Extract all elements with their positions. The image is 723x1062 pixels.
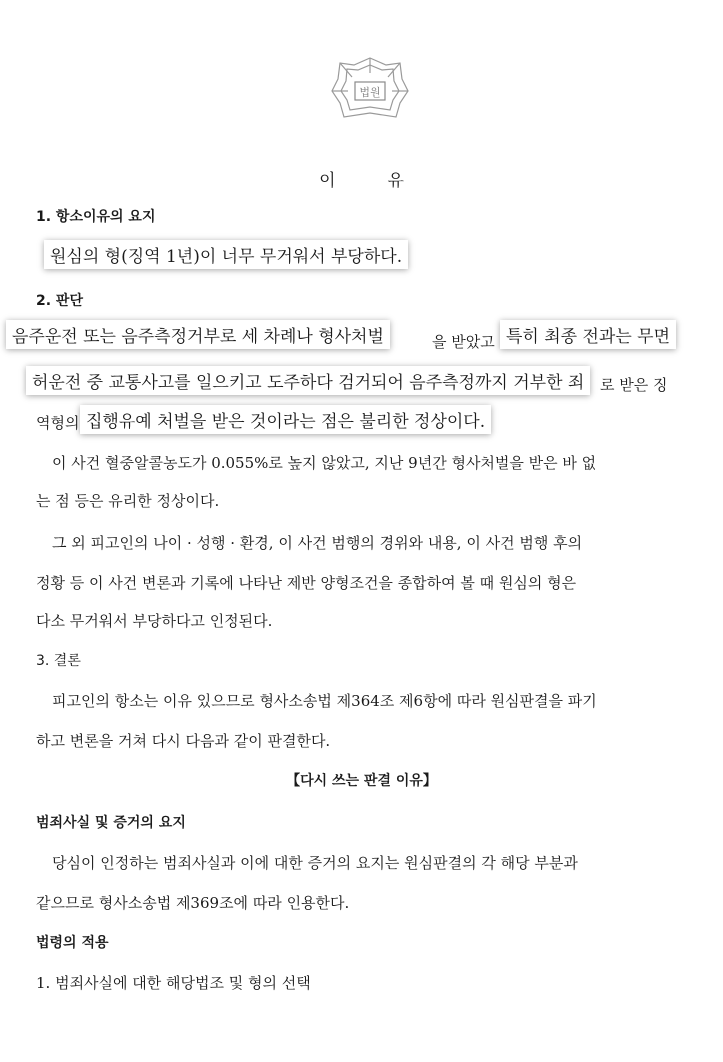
court-seal-icon [330,55,410,121]
text-fragment: 역형의 [36,414,80,432]
text-fragment: 을 받았고 [432,333,495,351]
highlight-box-probation: 집행유예 처벌을 받은 것이라는 점은 불리한 정상이다. [80,405,491,434]
highlight-box-final-conviction: 특히 최종 전과는 무면 [500,320,676,349]
page-title: 이 유 [319,171,404,191]
paragraph-line: 피고인의 항소는 이유 있으므로 형사소송법 제364조 제6항에 따라 원심판결을 파기 [52,692,597,710]
paragraph-line: 하고 변론을 거쳐 다시 다음과 같이 판결한다. [36,732,331,750]
paragraph-line: 는 점 등은 유리한 정상이다. [36,492,220,510]
section-heading-law-application: 법령의 적용 [36,935,109,951]
highlight-box-prior-convictions: 음주운전 또는 음주측정거부로 세 차례나 형사처벌 [6,320,390,349]
paragraph-line: 같으므로 형사소송법 제369조에 따라 인용한다. [36,894,350,912]
section-heading-conclusion: 3. 결론 [36,653,81,669]
text-fragment: 로 받은 징 [600,376,668,394]
paragraph-line: 당심이 인정하는 범죄사실과 이에 대한 증거의 요지는 원심판결의 각 해당 부분과 [52,854,578,872]
highlight-box-hit-and-run: 허운전 중 교통사고를 일으키고 도주하다 검거되어 음주측정까지 거부한 죄 [26,366,590,395]
paragraph-line: 다소 무거워서 부당하다고 인정된다. [36,612,273,630]
section-heading-crime-facts: 범죄사실 및 증거의 요지 [36,815,186,831]
paragraph-line: 이 사건 혈중알콜농도가 0.055%로 높지 않았고, 지난 9년간 형사처벌을 받은 바 없 [52,454,597,472]
section-heading-appeal-reasons: 1. 항소이유의 요지 [36,209,156,225]
paragraph-line: 정황 등 이 사건 변론과 기록에 나타난 제반 양형조건을 종합하여 볼 때 원심의 형은 [36,574,577,592]
svg-text:법원: 법원 [359,86,381,99]
paragraph-line: 1. 범죄사실에 대한 해당법조 및 형의 선택 [36,974,311,992]
section-heading-judgment: 2. 판단 [36,293,83,309]
rewrite-title: 【다시 쓰는 판결 이유】 [286,773,437,789]
highlight-box-appeal-summary: 원심의 형(징역 1년)이 너무 무거워서 부당하다. [44,240,408,269]
paragraph-line: 그 외 피고인의 나이 · 성행 · 환경, 이 사건 범행의 경위와 내용, 이 사건 범행 후의 [52,534,583,552]
